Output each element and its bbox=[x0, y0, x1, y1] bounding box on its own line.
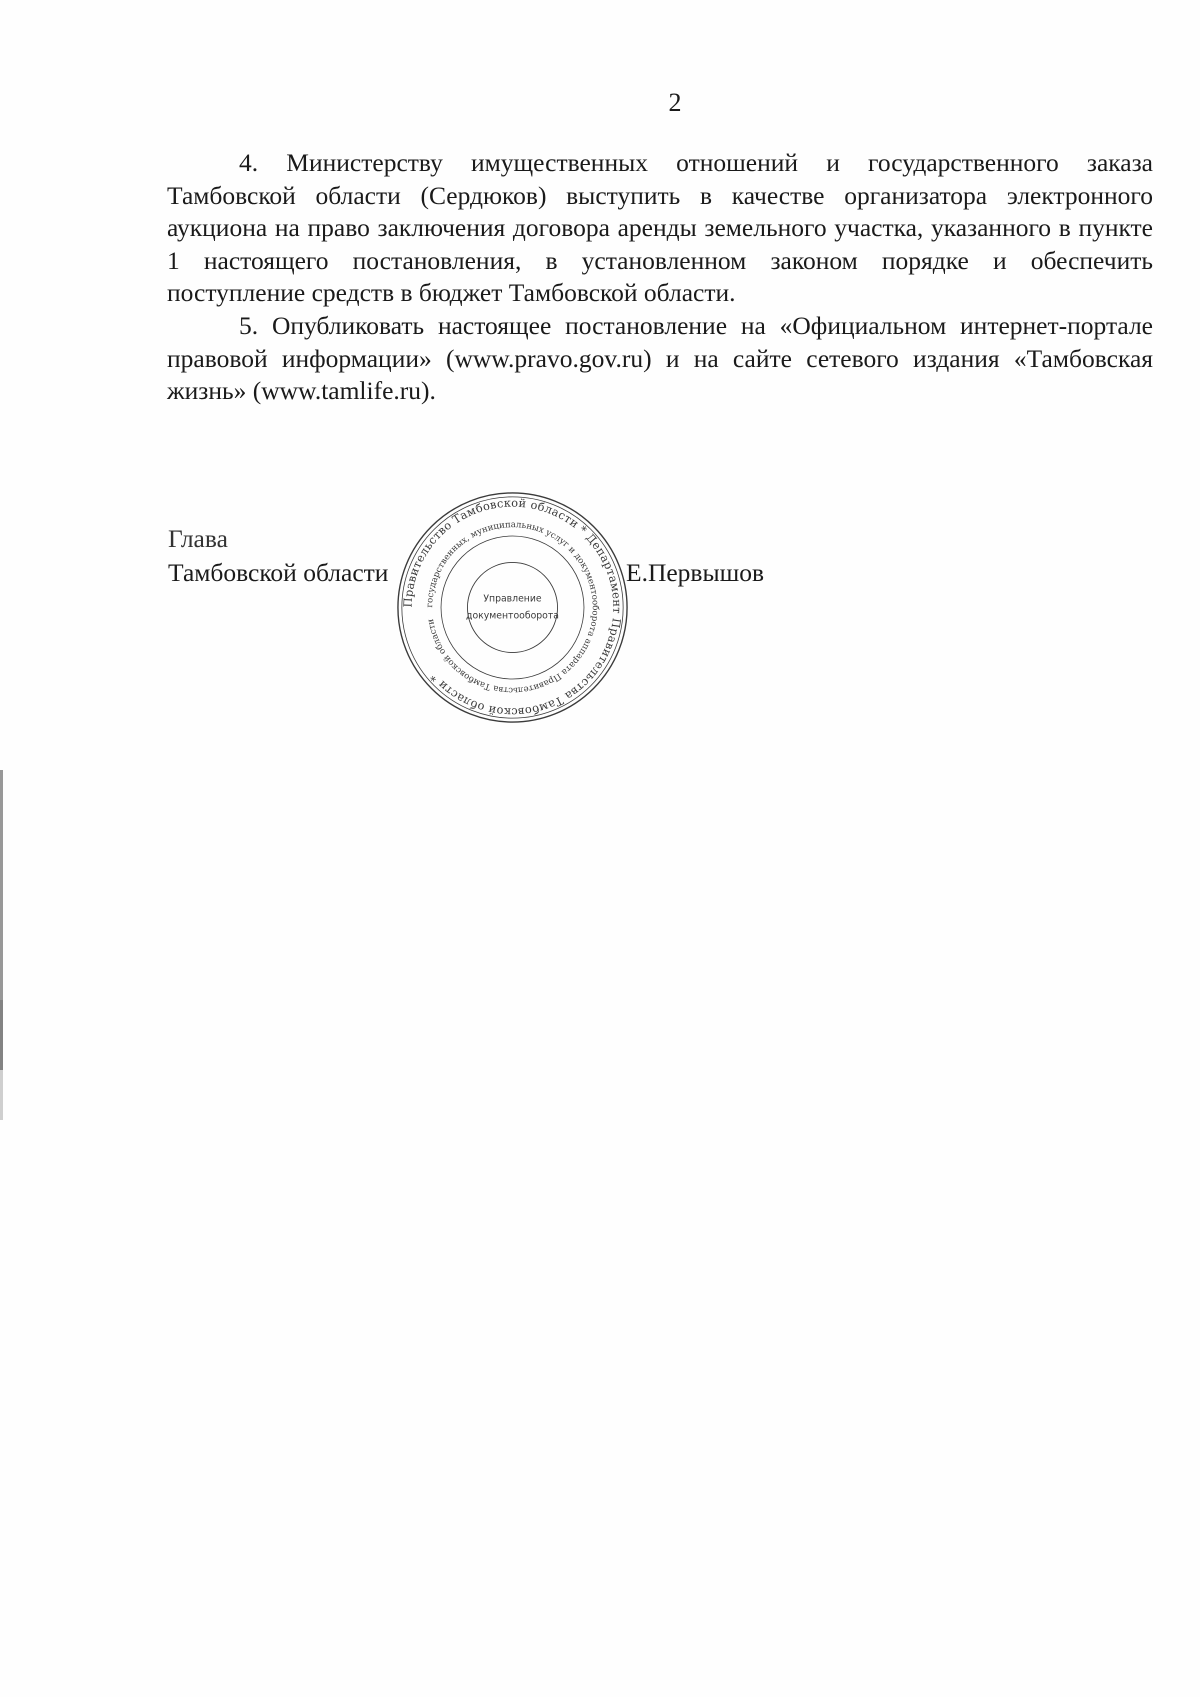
scan-edge-mark bbox=[0, 1000, 3, 1120]
seal-center-line2: документооборота bbox=[466, 610, 559, 622]
seal-outer-text: Правительство Тамбовской области * Департамент Правительства Тамбовской области * bbox=[400, 495, 625, 720]
page-number: 2 bbox=[668, 88, 682, 117]
signature-role-line1: Глава bbox=[168, 524, 228, 553]
paragraph-4: 4. Министерству имущественных отношений и государственного заказа Тамбовской области (Сердюков) выступить в качестве организатора электронного аукциона на право заключения договора аренды земельного участка, указанного в пункте 1 настоящего постановления, в установленном законом порядке и обеспечить поступление средств в бюджет Тамбовской области. bbox=[167, 148, 1153, 308]
document-body bbox=[167, 147, 1153, 408]
seal-center-ring bbox=[467, 562, 557, 652]
seal-inner-text: государственных, муниципальных услуг и документооборота аппарата Правительства Тамбовской области bbox=[425, 520, 600, 695]
official-seal bbox=[395, 490, 630, 725]
signature-role-line2: Тамбовской области bbox=[168, 558, 389, 587]
seal-inner-ring bbox=[441, 536, 584, 679]
signatory-name: Е.Первышов bbox=[626, 558, 765, 587]
seal-center-line1: Управление bbox=[483, 593, 542, 605]
paragraph-5: 5. Опубликовать настоящее постановление на «Официальном интернет-портале правовой информации» (www.pravo.gov.ru) и на сайте сетевого издания «Тамбовская жизнь» (www.tamlife.ru). bbox=[167, 310, 1153, 406]
